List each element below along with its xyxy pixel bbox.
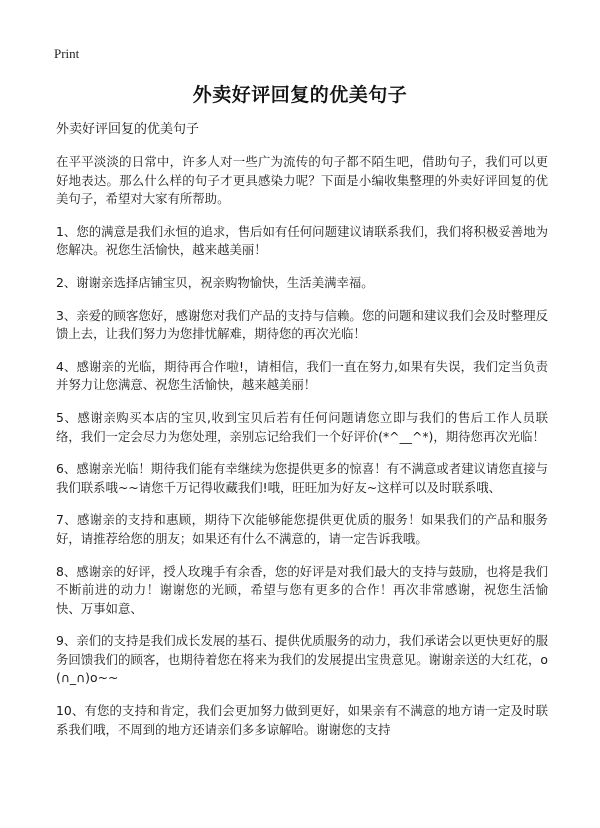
page-title: 外卖好评回复的优美句子	[192, 84, 408, 106]
paragraph-10: 10、有您的支持和肯定，我们会更加努力做到更好，如果亲有不满意的地方请一定及时联系我们哦，不周到的地方还请亲们多多谅解哈。谢谢您的支持	[56, 703, 548, 737]
paragraph-7: 7、感谢亲的支持和惠顾，期待下次能够能您提供更优质的服务！如果我们的产品和服务好，请推荐给您的朋友；如果还有什么不满意的，请一定告诉我哦。	[56, 512, 548, 546]
paragraph-4: 4、感谢亲的光临，期待再合作啦!，请相信，我们一直在努力,如果有失误，我们定当负责并努力让您满意、祝您生活愉快，越来越美丽！	[56, 358, 548, 393]
print-link[interactable]: Print	[54, 46, 80, 61]
article-subtitle: 外卖好评回复的优美句子	[56, 122, 200, 137]
article-body	[56, 120, 548, 753]
paragraph-6: 6、感谢亲光临！期待我们能有幸继续为您提供更多的惊喜！有不满意或者建议请您直接与我们联系哦~~请您千万记得收藏我们!哦，旺旺加为好友~这样可以及时联系哦、	[56, 461, 548, 495]
paragraph-8: 8、感谢亲的好评，授人玫瑰手有余香，您的好评是对我们最大的支持与鼓励，也将是我们不断前进的动力！谢谢您的光顾，希望与您有更多的合作！再次非常感谢，祝您生活愉快、万事如意、	[56, 563, 548, 616]
paragraph-1: 1、您的满意是我们永恒的追求，售后如有任何问题建议请联系我们，我们将积极妥善地为您解决。祝您生活愉快，越来越美丽！	[56, 223, 548, 258]
intro-paragraph: 在平平淡淡的日常中，许多人对一些广为流传的句子都不陌生吧，借助句子，我们可以更好地表达。那么什么样的句子才更具感染力呢？下面是小编收集整理的外卖好评回复的优美句子，希望对大家有所帮助。	[56, 154, 548, 207]
paragraph-9: 9、亲们的支持是我们成长发展的基石、提供优质服务的动力，我们承诺会以更快更好的服务回馈我们的顾客，也期待着您在将来为我们的发展提出宝贵意见。谢谢亲送的大红花，o(∩_∩)o~~	[56, 633, 548, 686]
paragraph-2: 2、谢谢亲选择店铺宝贝，祝亲购物愉快，生活美满幸福。	[56, 274, 374, 290]
paragraph-3: 3、亲爱的顾客您好，感谢您对我们产品的支持与信赖。您的问题和建议我们会及时整理反馈上去，让我们努力为您排忧解难，期待您的再次光临！	[56, 307, 548, 342]
paragraph-5: 5、感谢亲购买本店的宝贝,收到宝贝后若有任何问题请您立即与我们的售后工作人员联络，我们一定会尽力为您处理，亲别忘记给我们一个好评价(*^__^*)，期待您再次光临！	[56, 409, 548, 444]
